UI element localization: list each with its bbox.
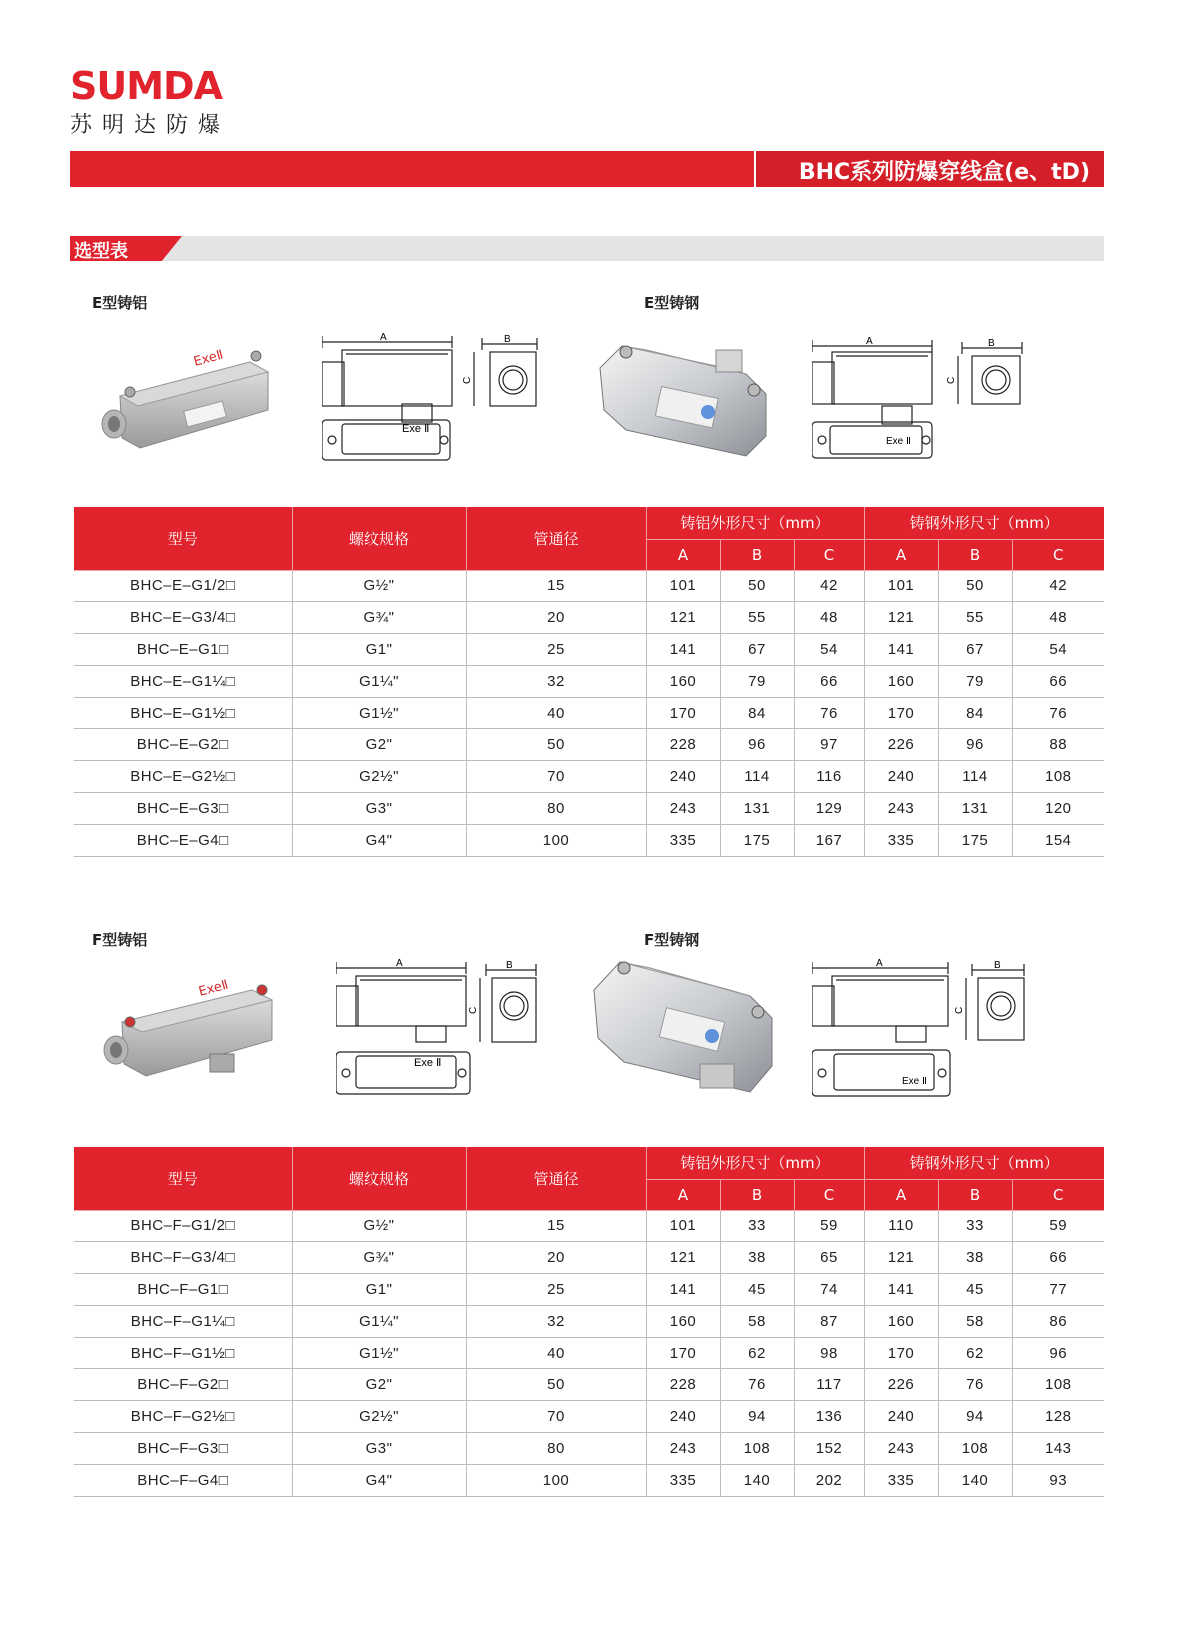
cell-model: BHC–F–G4□ bbox=[74, 1464, 292, 1496]
header-steel-dims: 铸钢外形尺寸（mm） bbox=[864, 1147, 1104, 1179]
dim-c-label: C bbox=[954, 1006, 965, 1014]
header-aluminum-dims: 铸铝外形尺寸（mm） bbox=[646, 1147, 864, 1179]
cell-steel-b: 50 bbox=[938, 570, 1012, 602]
table-row bbox=[74, 1433, 1104, 1465]
table-row bbox=[74, 793, 1104, 825]
label-f-steel: F型铸钢 bbox=[644, 931, 700, 949]
cell-steel-c: 128 bbox=[1012, 1401, 1104, 1433]
cell-al-a: 240 bbox=[646, 1401, 720, 1433]
label-f-aluminum: F型铸铝 bbox=[92, 931, 148, 949]
cell-al-a: 121 bbox=[646, 1242, 720, 1274]
diagram-marking: Exe Ⅱ bbox=[902, 1076, 927, 1087]
header-steel-a: A bbox=[864, 539, 938, 570]
dim-a-label: A bbox=[866, 336, 873, 347]
cell-bore: 80 bbox=[466, 793, 646, 825]
cell-thread: G2" bbox=[292, 1369, 466, 1401]
e-steel-box-photo bbox=[596, 340, 774, 462]
cell-bore: 20 bbox=[466, 1242, 646, 1274]
cell-al-a: 141 bbox=[646, 1274, 720, 1306]
cell-thread: G½" bbox=[292, 570, 466, 602]
cell-bore: 25 bbox=[466, 634, 646, 666]
cell-al-b: 67 bbox=[720, 634, 794, 666]
cell-al-c: 65 bbox=[794, 1242, 864, 1274]
table-row bbox=[74, 1274, 1104, 1306]
table-row bbox=[74, 634, 1104, 666]
cell-steel-c: 88 bbox=[1012, 729, 1104, 761]
cell-steel-c: 66 bbox=[1012, 1242, 1104, 1274]
e-aluminum-box-photo bbox=[100, 348, 280, 456]
cell-thread: G1" bbox=[292, 634, 466, 666]
cell-al-a: 121 bbox=[646, 602, 720, 634]
cell-steel-a: 240 bbox=[864, 761, 938, 793]
f-type-spec-table bbox=[74, 1147, 1104, 1497]
dim-c-label: C bbox=[468, 1006, 479, 1014]
header-steel-c: C bbox=[1012, 1179, 1104, 1210]
cell-bore: 25 bbox=[466, 1274, 646, 1306]
dim-a-label: A bbox=[396, 958, 403, 969]
section-title: 选型表 bbox=[74, 241, 128, 262]
cell-al-a: 228 bbox=[646, 1369, 720, 1401]
cell-al-a: 141 bbox=[646, 634, 720, 666]
table-row bbox=[74, 824, 1104, 856]
cell-thread: G¾" bbox=[292, 602, 466, 634]
cell-steel-b: 76 bbox=[938, 1369, 1012, 1401]
dim-b-label: B bbox=[504, 334, 511, 345]
cell-bore: 50 bbox=[466, 729, 646, 761]
cell-al-b: 58 bbox=[720, 1305, 794, 1337]
cell-steel-c: 154 bbox=[1012, 824, 1104, 856]
cell-thread: G¾" bbox=[292, 1242, 466, 1274]
dim-b-label: B bbox=[506, 960, 513, 971]
cell-steel-b: 62 bbox=[938, 1337, 1012, 1369]
cell-steel-c: 96 bbox=[1012, 1337, 1104, 1369]
cell-steel-a: 160 bbox=[864, 665, 938, 697]
f-steel-dimension-diagram bbox=[812, 958, 1032, 1102]
cell-bore: 20 bbox=[466, 602, 646, 634]
f-steel-box-photo bbox=[590, 954, 780, 1102]
cell-al-a: 170 bbox=[646, 1337, 720, 1369]
cell-al-a: 101 bbox=[646, 1210, 720, 1242]
table-row bbox=[74, 1242, 1104, 1274]
cell-thread: G2½" bbox=[292, 1401, 466, 1433]
cell-al-b: 38 bbox=[720, 1242, 794, 1274]
cell-model: BHC–E–G4□ bbox=[74, 824, 292, 856]
cell-model: BHC–E–G3/4□ bbox=[74, 602, 292, 634]
cell-steel-a: 170 bbox=[864, 1337, 938, 1369]
header-al-a: A bbox=[646, 539, 720, 570]
cell-steel-c: 59 bbox=[1012, 1210, 1104, 1242]
label-e-aluminum: E型铸铝 bbox=[92, 294, 148, 312]
f-aluminum-box-photo bbox=[102, 978, 282, 1090]
cell-al-b: 108 bbox=[720, 1433, 794, 1465]
brand-logo bbox=[70, 66, 230, 139]
cell-steel-a: 226 bbox=[864, 729, 938, 761]
cell-model: BHC–F–G1¼□ bbox=[74, 1305, 292, 1337]
cell-steel-b: 67 bbox=[938, 634, 1012, 666]
cell-bore: 32 bbox=[466, 1305, 646, 1337]
title-bar-tail bbox=[754, 151, 1104, 187]
cell-al-c: 97 bbox=[794, 729, 864, 761]
cell-al-c: 48 bbox=[794, 602, 864, 634]
cell-al-a: 240 bbox=[646, 761, 720, 793]
cell-al-c: 98 bbox=[794, 1337, 864, 1369]
diagram-marking: Exe Ⅱ bbox=[886, 436, 911, 447]
cell-steel-a: 170 bbox=[864, 697, 938, 729]
cell-steel-b: 96 bbox=[938, 729, 1012, 761]
table-row bbox=[74, 697, 1104, 729]
cell-bore: 70 bbox=[466, 761, 646, 793]
dim-c-label: C bbox=[946, 376, 957, 384]
cell-al-a: 335 bbox=[646, 824, 720, 856]
table-row bbox=[74, 729, 1104, 761]
cell-steel-a: 110 bbox=[864, 1210, 938, 1242]
table-row bbox=[74, 570, 1104, 602]
cell-bore: 40 bbox=[466, 697, 646, 729]
header-al-b: B bbox=[720, 1179, 794, 1210]
header-thread: 螺纹规格 bbox=[292, 1147, 466, 1210]
cell-steel-b: 45 bbox=[938, 1274, 1012, 1306]
cell-model: BHC–E–G2½□ bbox=[74, 761, 292, 793]
cell-model: BHC–E–G3□ bbox=[74, 793, 292, 825]
cell-al-b: 84 bbox=[720, 697, 794, 729]
dim-b-label: B bbox=[994, 960, 1001, 971]
cell-model: BHC–E–G1/2□ bbox=[74, 570, 292, 602]
cell-model: BHC–E–G1½□ bbox=[74, 697, 292, 729]
cell-thread: G2½" bbox=[292, 761, 466, 793]
cell-steel-a: 141 bbox=[864, 1274, 938, 1306]
cell-al-a: 160 bbox=[646, 665, 720, 697]
cell-model: BHC–E–G1¼□ bbox=[74, 665, 292, 697]
cell-steel-c: 93 bbox=[1012, 1464, 1104, 1496]
cell-thread: G4" bbox=[292, 1464, 466, 1496]
cell-al-b: 33 bbox=[720, 1210, 794, 1242]
cell-bore: 15 bbox=[466, 1210, 646, 1242]
table-row bbox=[74, 602, 1104, 634]
cell-steel-b: 108 bbox=[938, 1433, 1012, 1465]
cell-al-c: 66 bbox=[794, 665, 864, 697]
e-type-spec-table bbox=[74, 507, 1104, 857]
cell-model: BHC–F–G1□ bbox=[74, 1274, 292, 1306]
page-title: BHC系列防爆穿线盒(e、tD) bbox=[798, 160, 1090, 185]
cell-al-a: 243 bbox=[646, 793, 720, 825]
cell-bore: 100 bbox=[466, 824, 646, 856]
cell-al-b: 45 bbox=[720, 1274, 794, 1306]
table-row bbox=[74, 761, 1104, 793]
header-al-b: B bbox=[720, 539, 794, 570]
cell-al-a: 170 bbox=[646, 697, 720, 729]
cell-model: BHC–F–G1/2□ bbox=[74, 1210, 292, 1242]
cell-al-c: 59 bbox=[794, 1210, 864, 1242]
header-aluminum-dims: 铸铝外形尺寸（mm） bbox=[646, 507, 864, 539]
cell-model: BHC–F–G3□ bbox=[74, 1433, 292, 1465]
cell-al-c: 152 bbox=[794, 1433, 864, 1465]
table-row bbox=[74, 1337, 1104, 1369]
table-row bbox=[74, 1305, 1104, 1337]
header-al-c: C bbox=[794, 539, 864, 570]
cell-model: BHC–F–G2½□ bbox=[74, 1401, 292, 1433]
cell-steel-a: 240 bbox=[864, 1401, 938, 1433]
header-steel-a: A bbox=[864, 1179, 938, 1210]
cell-al-c: 116 bbox=[794, 761, 864, 793]
cell-bore: 50 bbox=[466, 1369, 646, 1401]
diagram-marking: Exe Ⅱ bbox=[414, 1057, 442, 1069]
table-row bbox=[74, 1464, 1104, 1496]
cell-al-c: 76 bbox=[794, 697, 864, 729]
cell-steel-a: 335 bbox=[864, 1464, 938, 1496]
cell-al-a: 160 bbox=[646, 1305, 720, 1337]
header-steel-b: B bbox=[938, 1179, 1012, 1210]
f-aluminum-dimension-diagram bbox=[336, 958, 546, 1102]
cell-steel-a: 243 bbox=[864, 793, 938, 825]
e-aluminum-dimension-diagram bbox=[322, 332, 552, 472]
cell-thread: G1¼" bbox=[292, 665, 466, 697]
e-steel-dimension-diagram bbox=[812, 336, 1032, 472]
cell-al-c: 54 bbox=[794, 634, 864, 666]
header-bore: 管通径 bbox=[466, 507, 646, 570]
header-bore: 管通径 bbox=[466, 1147, 646, 1210]
cell-al-b: 79 bbox=[720, 665, 794, 697]
cell-steel-b: 175 bbox=[938, 824, 1012, 856]
cell-al-b: 175 bbox=[720, 824, 794, 856]
photo-marking: ExeⅡ bbox=[197, 978, 230, 1000]
cell-steel-b: 114 bbox=[938, 761, 1012, 793]
cell-steel-a: 335 bbox=[864, 824, 938, 856]
cell-al-b: 131 bbox=[720, 793, 794, 825]
cell-steel-a: 226 bbox=[864, 1369, 938, 1401]
cell-al-a: 243 bbox=[646, 1433, 720, 1465]
label-e-steel: E型铸钢 bbox=[644, 294, 700, 312]
cell-steel-b: 33 bbox=[938, 1210, 1012, 1242]
cell-steel-a: 121 bbox=[864, 602, 938, 634]
cell-steel-c: 42 bbox=[1012, 570, 1104, 602]
cell-steel-b: 79 bbox=[938, 665, 1012, 697]
cell-steel-a: 121 bbox=[864, 1242, 938, 1274]
cell-al-c: 117 bbox=[794, 1369, 864, 1401]
cell-steel-b: 131 bbox=[938, 793, 1012, 825]
cell-steel-c: 120 bbox=[1012, 793, 1104, 825]
cell-steel-c: 48 bbox=[1012, 602, 1104, 634]
cell-model: BHC–F–G3/4□ bbox=[74, 1242, 292, 1274]
header-al-c: C bbox=[794, 1179, 864, 1210]
cell-model: BHC–E–G2□ bbox=[74, 729, 292, 761]
cell-al-a: 335 bbox=[646, 1464, 720, 1496]
cell-thread: G1½" bbox=[292, 1337, 466, 1369]
cell-al-b: 140 bbox=[720, 1464, 794, 1496]
header-al-a: A bbox=[646, 1179, 720, 1210]
cell-thread: G1" bbox=[292, 1274, 466, 1306]
cell-thread: G1¼" bbox=[292, 1305, 466, 1337]
title-bar bbox=[70, 151, 1104, 187]
cell-al-b: 114 bbox=[720, 761, 794, 793]
cell-thread: G2" bbox=[292, 729, 466, 761]
cell-al-b: 62 bbox=[720, 1337, 794, 1369]
header-steel-b: B bbox=[938, 539, 1012, 570]
cell-steel-c: 76 bbox=[1012, 697, 1104, 729]
cell-bore: 100 bbox=[466, 1464, 646, 1496]
cell-steel-b: 140 bbox=[938, 1464, 1012, 1496]
cell-al-b: 50 bbox=[720, 570, 794, 602]
dim-a-label: A bbox=[876, 958, 883, 969]
brand-name-cn: 苏明达防爆 bbox=[70, 113, 231, 138]
header-thread: 螺纹规格 bbox=[292, 507, 466, 570]
section-bar bbox=[70, 236, 1104, 261]
cell-steel-c: 86 bbox=[1012, 1305, 1104, 1337]
cell-al-c: 74 bbox=[794, 1274, 864, 1306]
cell-steel-b: 38 bbox=[938, 1242, 1012, 1274]
cell-model: BHC–F–G1½□ bbox=[74, 1337, 292, 1369]
cell-al-a: 228 bbox=[646, 729, 720, 761]
cell-bore: 15 bbox=[466, 570, 646, 602]
cell-thread: G1½" bbox=[292, 697, 466, 729]
cell-al-c: 202 bbox=[794, 1464, 864, 1496]
header-model: 型号 bbox=[74, 1147, 292, 1210]
cell-al-c: 136 bbox=[794, 1401, 864, 1433]
cell-steel-c: 77 bbox=[1012, 1274, 1104, 1306]
cell-al-b: 94 bbox=[720, 1401, 794, 1433]
dim-c-label: C bbox=[462, 376, 473, 384]
cell-model: BHC–F–G2□ bbox=[74, 1369, 292, 1401]
cell-steel-c: 108 bbox=[1012, 1369, 1104, 1401]
dim-a-label: A bbox=[380, 332, 387, 343]
cell-al-c: 167 bbox=[794, 824, 864, 856]
diagram-marking: Exe Ⅱ bbox=[402, 423, 430, 435]
header-steel-dims: 铸钢外形尺寸（mm） bbox=[864, 507, 1104, 539]
cell-steel-b: 84 bbox=[938, 697, 1012, 729]
header-steel-c: C bbox=[1012, 539, 1104, 570]
table-row bbox=[74, 665, 1104, 697]
cell-al-a: 101 bbox=[646, 570, 720, 602]
cell-bore: 40 bbox=[466, 1337, 646, 1369]
table-row bbox=[74, 1210, 1104, 1242]
cell-steel-a: 160 bbox=[864, 1305, 938, 1337]
table-row bbox=[74, 1401, 1104, 1433]
cell-steel-c: 108 bbox=[1012, 761, 1104, 793]
cell-steel-b: 58 bbox=[938, 1305, 1012, 1337]
cell-al-c: 129 bbox=[794, 793, 864, 825]
cell-bore: 32 bbox=[466, 665, 646, 697]
cell-bore: 80 bbox=[466, 1433, 646, 1465]
cell-al-b: 55 bbox=[720, 602, 794, 634]
cell-al-c: 87 bbox=[794, 1305, 864, 1337]
table-row bbox=[74, 1369, 1104, 1401]
header-model: 型号 bbox=[74, 507, 292, 570]
cell-model: BHC–E–G1□ bbox=[74, 634, 292, 666]
dim-b-label: B bbox=[988, 338, 995, 349]
cell-steel-b: 55 bbox=[938, 602, 1012, 634]
cell-thread: G3" bbox=[292, 793, 466, 825]
cell-al-b: 76 bbox=[720, 1369, 794, 1401]
cell-thread: G3" bbox=[292, 1433, 466, 1465]
cell-steel-a: 243 bbox=[864, 1433, 938, 1465]
cell-thread: G4" bbox=[292, 824, 466, 856]
cell-thread: G½" bbox=[292, 1210, 466, 1242]
cell-steel-c: 143 bbox=[1012, 1433, 1104, 1465]
photo-marking: ExeⅡ bbox=[192, 348, 225, 370]
cell-al-b: 96 bbox=[720, 729, 794, 761]
cell-steel-a: 141 bbox=[864, 634, 938, 666]
cell-steel-a: 101 bbox=[864, 570, 938, 602]
cell-steel-c: 66 bbox=[1012, 665, 1104, 697]
brand-name-en: SUMDA bbox=[70, 64, 222, 108]
cell-steel-b: 94 bbox=[938, 1401, 1012, 1433]
cell-al-c: 42 bbox=[794, 570, 864, 602]
cell-steel-c: 54 bbox=[1012, 634, 1104, 666]
cell-bore: 70 bbox=[466, 1401, 646, 1433]
